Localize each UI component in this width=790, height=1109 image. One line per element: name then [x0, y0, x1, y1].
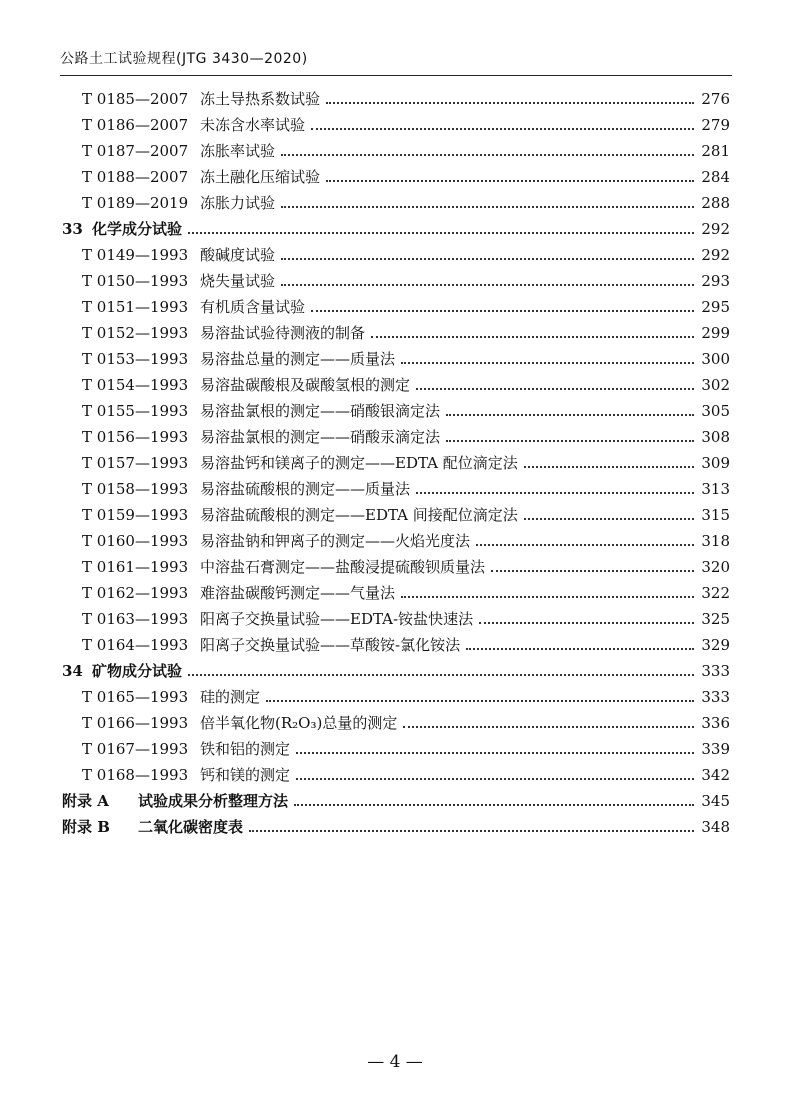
dot-leader — [281, 153, 694, 156]
toc-code: T 0164—1993 — [82, 636, 189, 654]
toc-entry — [62, 320, 730, 346]
toc-page-number: 313 — [701, 480, 730, 498]
toc-title: 阳离子交换量试验——EDTA-铵盐快速法 — [200, 610, 474, 628]
toc-entry — [62, 190, 730, 216]
toc-title: 有机质含量试验 — [200, 298, 306, 316]
toc-entry — [62, 268, 730, 294]
toc-code: T 0185—2007 — [82, 90, 189, 108]
toc-code: T 0187—2007 — [82, 142, 189, 160]
dot-leader — [401, 361, 694, 364]
toc-page-number: 299 — [701, 324, 730, 342]
toc-page-number: 345 — [701, 792, 730, 810]
toc-title: 二氧化碳密度表 — [138, 818, 244, 836]
toc-entry — [62, 554, 730, 580]
page-number: — 4 — — [367, 1052, 423, 1072]
toc-code: T 0158—1993 — [82, 480, 189, 498]
toc-code: T 0168—1993 — [82, 766, 189, 784]
dot-leader — [281, 205, 694, 208]
toc-page-number: 309 — [701, 454, 730, 472]
dot-leader — [466, 647, 694, 650]
toc-title: 难溶盐碳酸钙测定——气量法 — [200, 584, 396, 602]
toc-entry — [62, 502, 730, 528]
dot-leader — [371, 335, 694, 338]
dot-leader — [311, 127, 694, 130]
toc-title: 易溶盐硫酸根的测定——EDTA 间接配位滴定法 — [200, 506, 518, 524]
toc-code: T 0186—2007 — [82, 116, 189, 134]
toc-page-number: 315 — [701, 506, 730, 524]
toc-entry — [62, 112, 730, 138]
dot-leader — [326, 179, 694, 182]
dot-leader — [416, 491, 694, 494]
toc-page-number: 308 — [701, 428, 730, 446]
dot-leader — [266, 699, 694, 702]
toc-title: 硅的测定 — [200, 688, 261, 706]
toc-entry — [62, 528, 730, 554]
toc-code: T 0188—2007 — [82, 168, 189, 186]
toc-entry — [62, 606, 730, 632]
toc-title: 矿物成分试验 — [92, 662, 183, 680]
toc-entry — [62, 372, 730, 398]
toc-title: 易溶盐总量的测定——质量法 — [200, 350, 396, 368]
toc-page-number: 320 — [701, 558, 730, 576]
toc-page-number: 302 — [701, 376, 730, 394]
toc-page-number: 348 — [701, 818, 730, 836]
toc-title: 铁和铝的测定 — [200, 740, 291, 758]
toc-page-number: 276 — [701, 90, 730, 108]
chapter-number: 33 — [62, 220, 83, 238]
toc-title: 未冻含水率试验 — [200, 116, 306, 134]
toc-code: T 0150—1993 — [82, 272, 189, 290]
toc-entry — [62, 86, 730, 112]
toc-code: T 0154—1993 — [82, 376, 189, 394]
toc-entry — [62, 710, 730, 736]
toc-title: 化学成分试验 — [92, 220, 183, 238]
toc-page-number: 300 — [701, 350, 730, 368]
dot-leader — [524, 465, 694, 468]
dot-leader — [281, 257, 694, 260]
toc-page-number: 279 — [701, 116, 730, 134]
toc-title: 倍半氧化物(R₂O₃)总量的测定 — [200, 714, 398, 732]
toc-title: 烧失量试验 — [200, 272, 276, 290]
toc-title: 易溶盐试验待测液的制备 — [200, 324, 366, 342]
toc-entry — [62, 450, 730, 476]
toc-chapter — [62, 658, 730, 684]
toc-page-number: 305 — [701, 402, 730, 420]
toc-title: 易溶盐钙和镁离子的测定——EDTA 配位滴定法 — [200, 454, 518, 472]
appendix-label: 附录 A — [62, 792, 109, 810]
toc-code: T 0153—1993 — [82, 350, 189, 368]
toc-entry — [62, 580, 730, 606]
toc-entry — [62, 736, 730, 762]
dot-leader — [296, 751, 694, 754]
dot-leader — [294, 803, 694, 806]
toc-title: 冻胀率试验 — [200, 142, 276, 160]
toc-page-number: 325 — [701, 610, 730, 628]
toc-title: 易溶盐氯根的测定——硝酸汞滴定法 — [200, 428, 441, 446]
toc-code: T 0166—1993 — [82, 714, 189, 732]
toc-page-number: 292 — [701, 246, 730, 264]
toc-entry — [62, 294, 730, 320]
toc-title: 冻胀力试验 — [200, 194, 276, 212]
toc-page-number: 293 — [701, 272, 730, 290]
toc-chapter — [62, 216, 730, 242]
toc-appendix — [62, 788, 730, 814]
toc-page-number: 288 — [701, 194, 730, 212]
toc-entry — [62, 762, 730, 788]
toc-code: T 0163—1993 — [82, 610, 189, 628]
toc-title: 冻土导热系数试验 — [200, 90, 321, 108]
dot-leader — [479, 621, 694, 624]
toc-code: T 0151—1993 — [82, 298, 189, 316]
toc-code: T 0149—1993 — [82, 246, 189, 264]
dot-leader — [188, 231, 694, 234]
dot-leader — [476, 543, 694, 546]
toc-page-number: 284 — [701, 168, 730, 186]
dot-leader — [281, 283, 694, 286]
toc-entry — [62, 164, 730, 190]
toc-title: 试验成果分析整理方法 — [138, 792, 289, 810]
dot-leader — [524, 517, 694, 520]
toc-title: 易溶盐钠和钾离子的测定——火焰光度法 — [200, 532, 471, 550]
toc-entry — [62, 684, 730, 710]
dot-leader — [403, 725, 694, 728]
toc-page-number: 336 — [701, 714, 730, 732]
running-header: 公路土工试验规程(JTG 3430—2020) — [60, 51, 308, 67]
toc-code: T 0165—1993 — [82, 688, 189, 706]
toc-code: T 0157—1993 — [82, 454, 189, 472]
toc-title: 易溶盐硫酸根的测定——质量法 — [200, 480, 411, 498]
dot-leader — [446, 413, 694, 416]
toc-entry — [62, 476, 730, 502]
toc-page-number: 329 — [701, 636, 730, 654]
toc-page-number: 281 — [701, 142, 730, 160]
toc-code: T 0161—1993 — [82, 558, 189, 576]
toc-code: T 0155—1993 — [82, 402, 189, 420]
toc-code: T 0152—1993 — [82, 324, 189, 342]
dot-leader — [491, 569, 694, 572]
toc-title: 酸碱度试验 — [200, 246, 276, 264]
toc-title: 易溶盐碳酸根及碳酸氢根的测定 — [200, 376, 411, 394]
toc-title: 中溶盐石膏测定——盐酸浸提硫酸钡质量法 — [200, 558, 486, 576]
dot-leader — [296, 777, 694, 780]
toc-code: T 0167—1993 — [82, 740, 189, 758]
toc-entry — [62, 242, 730, 268]
toc-entry — [62, 346, 730, 372]
dot-leader — [446, 439, 694, 442]
toc-title: 阳离子交换量试验——草酸铵-氯化铵法 — [200, 636, 461, 654]
dot-leader — [188, 673, 694, 676]
chapter-number: 34 — [62, 662, 83, 680]
toc-code: T 0162—1993 — [82, 584, 189, 602]
toc-entry — [62, 632, 730, 658]
dot-leader — [249, 829, 694, 832]
toc-code: T 0189—2019 — [82, 194, 189, 212]
toc-page-number: 318 — [701, 532, 730, 550]
toc-appendix — [62, 814, 730, 840]
toc-entry — [62, 398, 730, 424]
toc-page-number: 333 — [701, 688, 730, 706]
dot-leader — [401, 595, 694, 598]
dot-leader — [311, 309, 694, 312]
toc-title: 易溶盐氯根的测定——硝酸银滴定法 — [200, 402, 441, 420]
toc-code: T 0159—1993 — [82, 506, 189, 524]
toc-page-number: 292 — [701, 220, 730, 238]
dot-leader — [326, 101, 694, 104]
toc-entry — [62, 138, 730, 164]
toc-page-number: 342 — [701, 766, 730, 784]
toc-page-number: 339 — [701, 740, 730, 758]
toc-code: T 0160—1993 — [82, 532, 189, 550]
toc-title: 冻土融化压缩试验 — [200, 168, 321, 186]
toc-page-number: 295 — [701, 298, 730, 316]
toc-page-number: 333 — [701, 662, 730, 680]
header-rule — [60, 75, 732, 76]
table-of-contents — [62, 86, 730, 840]
toc-entry — [62, 424, 730, 450]
toc-title: 钙和镁的测定 — [200, 766, 291, 784]
toc-code: T 0156—1993 — [82, 428, 189, 446]
dot-leader — [416, 387, 694, 390]
appendix-label: 附录 B — [62, 818, 110, 836]
toc-page-number: 322 — [701, 584, 730, 602]
